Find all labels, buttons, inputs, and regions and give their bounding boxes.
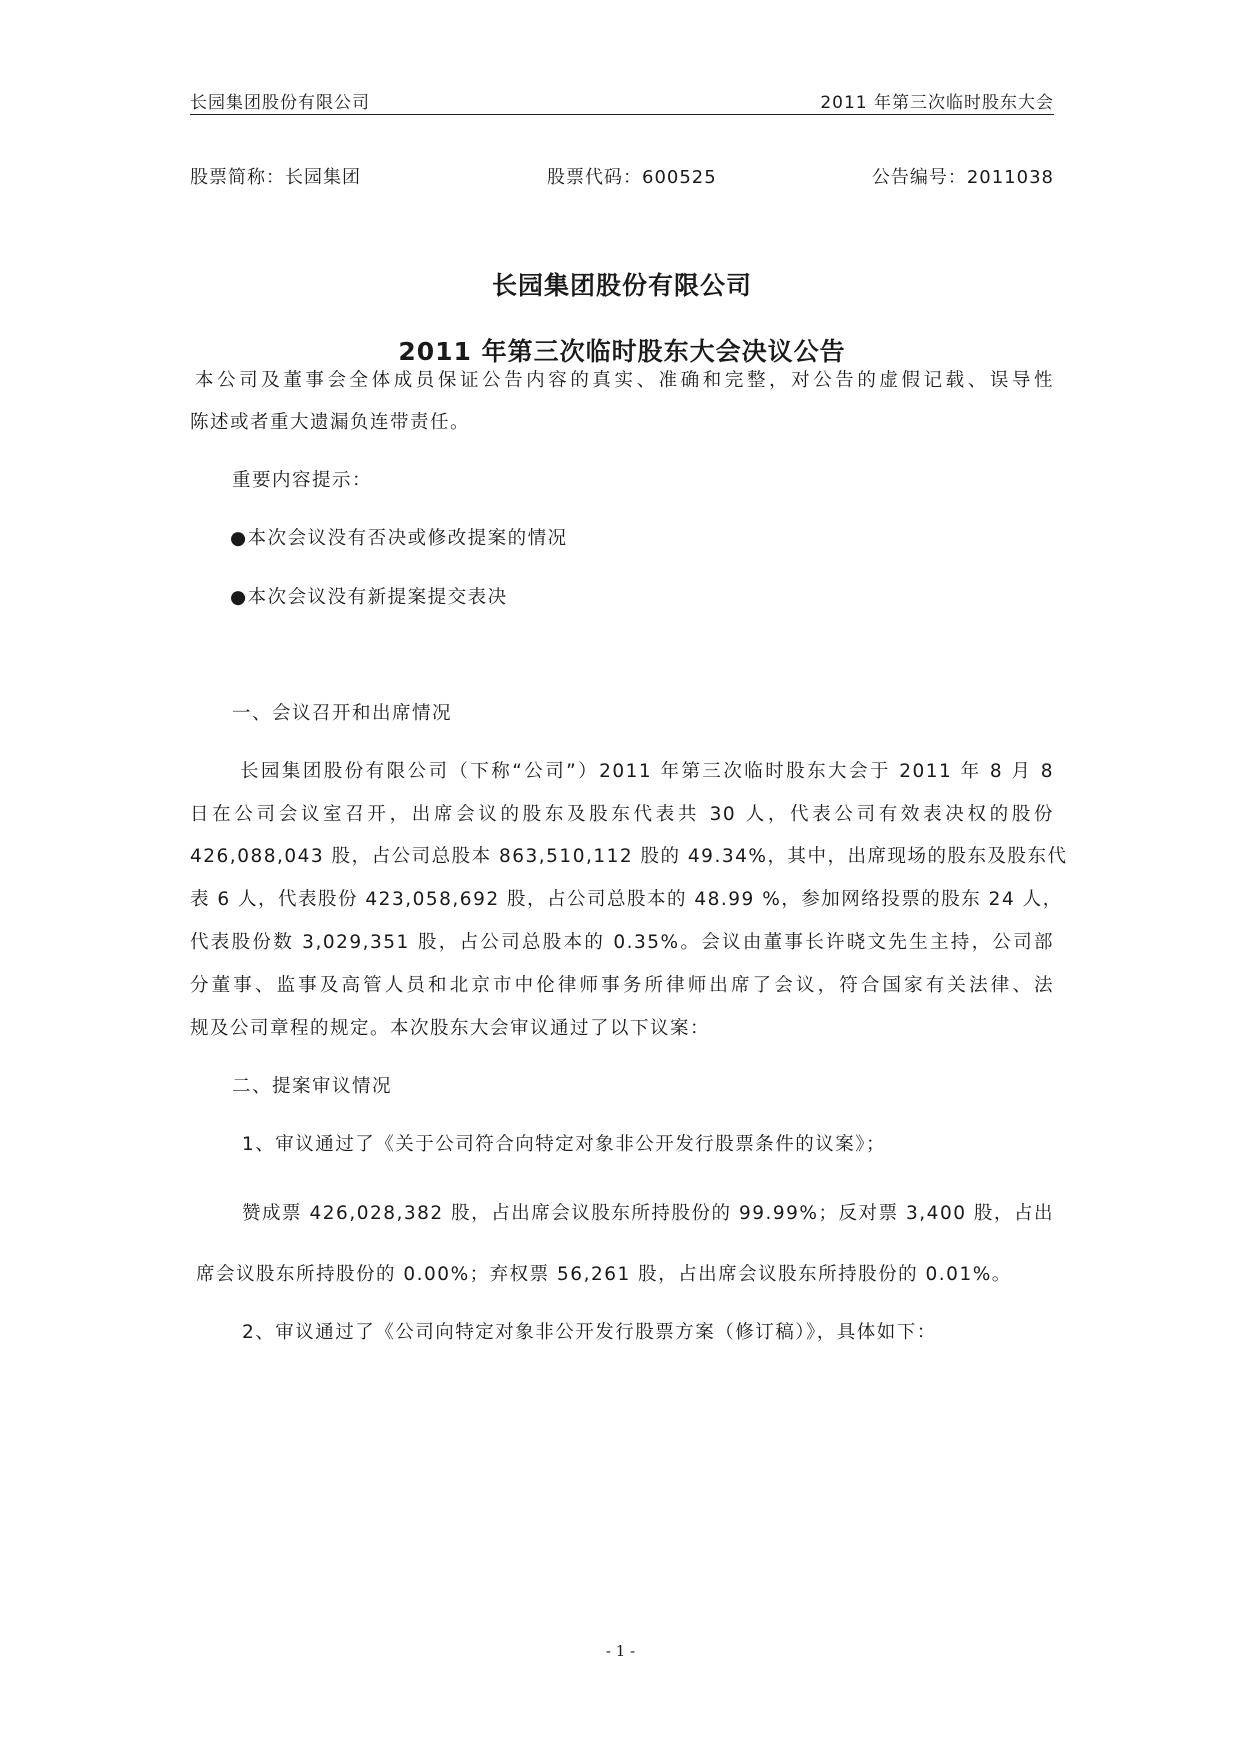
highlights-heading: 重要内容提示： <box>232 470 373 491</box>
proposal-item-1: 1、审议通过了《关于公司符合向特定对象非公开发行股票条件的议案》； <box>242 1134 887 1155</box>
stock-code: 股票代码：600525 <box>547 167 717 188</box>
page-number: - 1 - <box>605 1642 636 1660</box>
vote-result-line: 席会议股东所持股份的 0.00%；弃权票 56,261 股，占出席会议股东所持股份的 0.01%。 <box>196 1264 1012 1285</box>
section-heading-proposals: 二、提案审议情况 <box>232 1076 393 1097</box>
paragraph-line: 日在公司会议室召开，出席会议的股东及股东代表共 30 人，代表公司有效表决权的股份 <box>190 804 1054 825</box>
stock-meta-row <box>190 163 1054 189</box>
paragraph-line: 规及公司章程的规定。本次股东大会审议通过了以下议案： <box>190 1018 711 1039</box>
proposal-item-2: 2、审议通过了《公司向特定对象非公开发行股票方案（修订稿）》，具体如下： <box>242 1322 937 1343</box>
highlight-item: ●本次会议没有否决或修改提案的情况 <box>230 528 568 549</box>
vote-result-line: 赞成票 426,028,382 股，占出席会议股东所持股份的 99.99%；反对票 3,400 股，占出 <box>242 1203 1054 1224</box>
paragraph-line: 代表股份数 3,029,351 股，占公司总股本的 0.35%。会议由董事长许晓文先生主持，公司部 <box>190 932 1054 953</box>
paragraph-line: 426,088,043 股，占公司总股本 863,510,112 股的 49.34%，其中，出席现场的股东及股东代 <box>190 846 1068 867</box>
running-header <box>190 86 1054 115</box>
statement-line-1: 本公司及董事会全体成员保证公告内容的真实、准确和完整，对公告的虚假记载、误导性 <box>195 370 1054 391</box>
document-title-resolution: 2011 年第三次临时股东大会决议公告 <box>398 337 846 366</box>
notice-number: 公告编号：2011038 <box>871 167 1054 188</box>
header-meeting: 2011 年第三次临时股东大会 <box>820 93 1054 113</box>
stock-name: 股票简称：长园集团 <box>190 167 361 188</box>
header-company: 长园集团股份有限公司 <box>190 93 370 113</box>
section-heading-meeting: 一、会议召开和出席情况 <box>232 703 453 724</box>
paragraph-line: 表 6 人，代表股份 423,058,692 股，占公司总股本的 48.99 %，参加网络投票的股东 24 人， <box>190 889 1063 910</box>
highlight-item: ●本次会议没有新提案提交表决 <box>230 587 508 608</box>
document-title-company: 长园集团股份有限公司 <box>491 271 752 300</box>
paragraph-line: 分董事、监事及高管人员和北京市中伦律师事务所律师出席了会议，符合国家有关法律、法 <box>190 975 1054 996</box>
paragraph-line: 长园集团股份有限公司（下称“公司”）2011 年第三次临时股东大会于 2011 年 8 月 8 <box>240 761 1054 782</box>
statement-line-2: 陈述或者重大遗漏负连带责任。 <box>190 412 471 433</box>
